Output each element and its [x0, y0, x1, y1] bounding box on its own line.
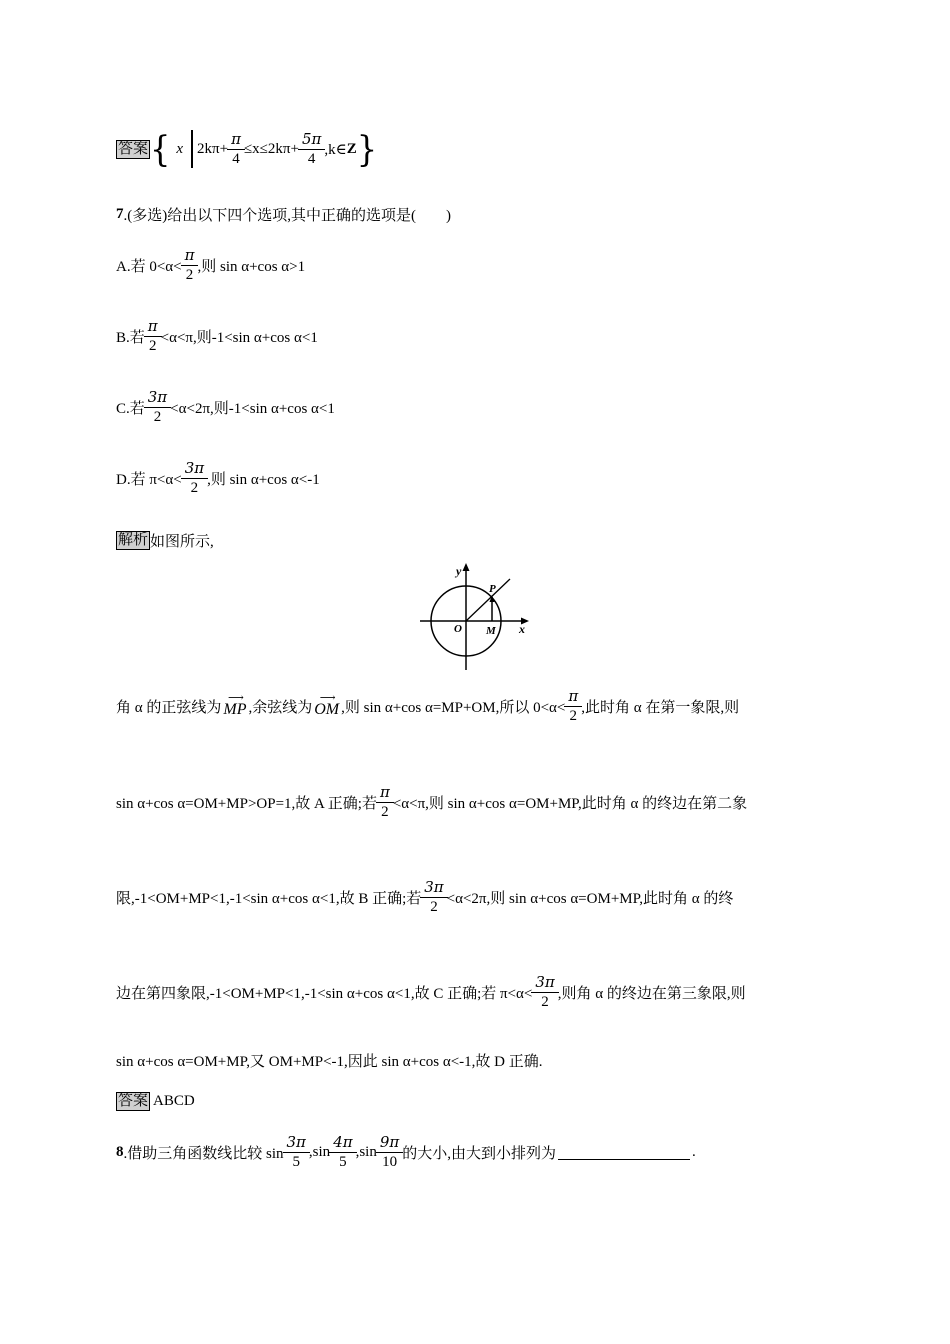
question-number: 8	[116, 1144, 124, 1160]
option-a: A.若 0<α< $\frac{\pi}{2}$ ,则 sin α+cos α>1	[116, 246, 306, 283]
label-o: O	[454, 623, 462, 635]
analysis-intro: 解析 如图所示,	[118, 532, 214, 550]
vector-mp: ⟶ MP	[223, 692, 247, 718]
analysis-tag: 解析	[118, 532, 149, 548]
label-y: y	[456, 564, 462, 578]
fraction: $\frac{\pi}{2}$	[183, 248, 197, 283]
unit-circle-figure	[415, 560, 535, 672]
q6-answer-line	[116, 130, 377, 168]
fraction: $\frac{\pi}{2}$	[378, 785, 392, 820]
left-brace: {	[150, 128, 171, 170]
analysis-line-4: 边在第四象限,-1<OM+MP<1,-1<sin α+cos α<1,故 C 正确;若 π<α< $\frac{3\pi}{2}$ ,则角 α 的终边在第三象限,则	[116, 973, 746, 1010]
fraction: $\frac{3\pi}{2}$	[183, 461, 206, 496]
q7-answer-line	[116, 1092, 195, 1111]
answer-set	[150, 130, 377, 168]
answer-blank[interactable]	[558, 1145, 690, 1160]
answer-value: ABCD	[153, 1093, 195, 1109]
fraction: $\frac{4\pi}{5}$	[331, 1135, 354, 1170]
fraction: $\frac{3\pi}{5}$	[285, 1135, 308, 1170]
analysis-line-1: 角 α 的正弦线为 ⟶ MP ,余弦线为 ⟶ OM ,则 sin α+cos α=MP+OM,所以 0<α< $\frac{\pi}{2}$ ,此时角 α 在第一象限,则	[116, 687, 740, 724]
q7-stem	[116, 204, 451, 225]
fraction-pi-4: $\frac{\pi}{4}$	[229, 132, 243, 167]
integer-set-symbol: Z	[346, 140, 357, 157]
vector-om: ⟶ OM	[314, 692, 340, 718]
answer-tag: 答案	[118, 140, 149, 157]
label-m: M	[486, 625, 496, 637]
right-brace: }	[356, 128, 378, 170]
analysis-line-3: 限,-1<OM+MP<1,-1<sin α+cos α<1,故 B 正确;若 $\frac{3\pi}{2}$ <α<2π,则 sin α+cos α=OM+MP,此时角 α 的终	[116, 878, 734, 915]
fraction-5pi-4: $\frac{5\pi}{4}$	[300, 132, 323, 167]
fraction: $\frac{\pi}{2}$	[146, 319, 160, 354]
set-left-text: 2kπ+	[197, 140, 229, 157]
label-p: P	[489, 583, 496, 595]
q8-stem: 8 .借助三角函数线比较 sin $\frac{3\pi}{5}$ ,sin $\frac{4\pi}{5}$ ,sin $\frac{9\pi}{10}$ 的大小,由大到小排列为 .	[116, 1133, 696, 1170]
analysis-line-2: sin α+cos α=OM+MP>OP=1,故 A 正确;若 $\frac{\pi}{2}$ <α<π,则 sin α+cos α=OM+MP,此时角 α 的终边在第二象	[116, 783, 748, 820]
set-variable: x	[176, 140, 184, 157]
analysis-line-5: sin α+cos α=OM+MP,又 OM+MP<-1,因此 sin α+cos α<-1,故 D 正确.	[116, 1054, 543, 1070]
y-axis-arrow-icon	[463, 563, 470, 571]
option-d: D.若 π<α< $\frac{3\pi}{2}$ ,则 sin α+cos α<-1	[116, 459, 320, 496]
question-text: .(多选)给出以下四个选项,其中正确的选项是( )	[123, 208, 451, 224]
vector-arrow-icon: ⟶	[228, 692, 242, 704]
fraction: $\frac{9\pi}{10}$	[378, 1135, 401, 1170]
fraction: $\frac{3\pi}{2}$	[533, 975, 556, 1010]
question-number: 7	[116, 206, 124, 222]
set-bar	[191, 130, 193, 168]
option-b: B.若 $\frac{\pi}{2}$ <α<π,则-1<sin α+cos α<1	[116, 317, 318, 354]
set-middle-text: ≤x≤2kπ+	[243, 140, 299, 157]
answer-tag: 答案	[118, 1093, 149, 1109]
fraction: $\frac{3\pi}{2}$	[422, 880, 445, 915]
vector-arrow-icon: ⟶	[319, 692, 334, 704]
terminal-ray	[466, 579, 510, 621]
label-x: x	[519, 622, 525, 636]
option-c: C.若 $\frac{3\pi}{2}$ <α<2π,则-1<sin α+cos α<1	[116, 388, 335, 425]
fraction: $\frac{3\pi}{2}$	[146, 390, 169, 425]
fraction: $\frac{\pi}{2}$	[566, 689, 580, 724]
set-right-text: ,k∈	[324, 141, 347, 158]
